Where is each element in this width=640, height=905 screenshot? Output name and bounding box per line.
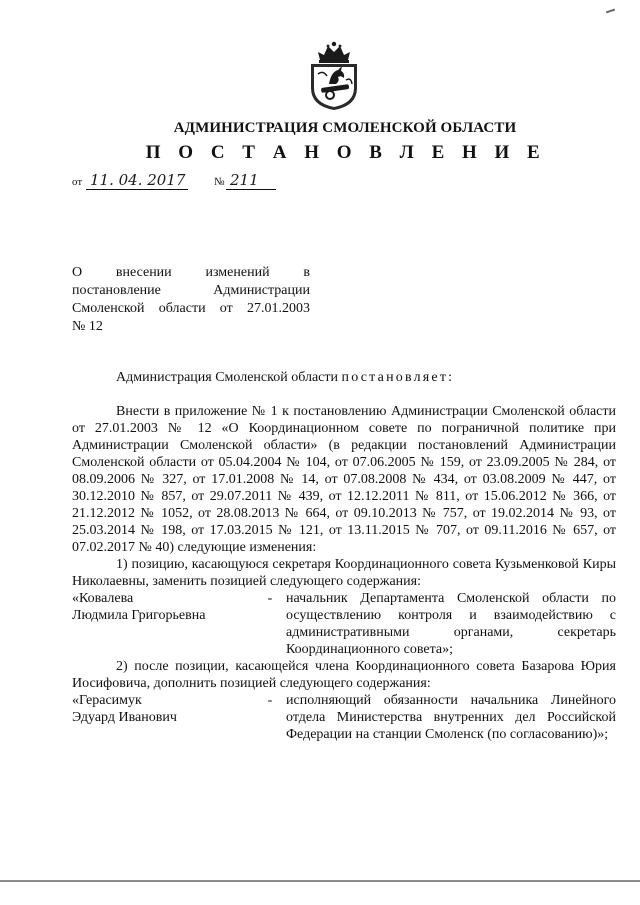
date-from-label: от xyxy=(72,176,83,188)
entry-2-given-names: Эдуард Иванович xyxy=(72,710,177,725)
entry-1-surname: «Ковалева xyxy=(72,591,134,606)
preamble-action: постановляет: xyxy=(341,370,455,385)
handwritten-date: 11. 04. 2017 xyxy=(90,171,186,189)
document-type-title: П О С Т А Н О В Л Е Н И Е xyxy=(145,142,547,163)
scan-mark xyxy=(606,9,615,14)
item-2-text: 2) после позиции, касающейся члена Координационного совета Базарова Юрия Иосифовича, дополнить позицией следующего содержания: xyxy=(72,659,616,691)
entry-1-description: начальник Департамента Смоленской области по осуществлению контроля и взаимодействию с административными органами, секретарь Координационного совета»; xyxy=(286,591,616,657)
entry-2-surname: «Герасимук xyxy=(72,693,142,708)
document-subject xyxy=(72,264,310,336)
entry-1-dash: - xyxy=(267,591,273,606)
organization-title: АДМИНИСТРАЦИЯ СМОЛЕНСКОЙ ОБЛАСТИ xyxy=(173,120,517,136)
entry-2-name xyxy=(72,692,262,726)
subject-line: Смоленской области от 27.01.2003 xyxy=(72,301,310,316)
entry-1-name xyxy=(72,590,262,624)
entry-1-given-names: Людмила Григорьевна xyxy=(72,608,206,623)
entry-2-dash: - xyxy=(267,693,273,708)
preamble xyxy=(72,369,616,386)
subject-line: О внесении изменений в xyxy=(72,265,310,280)
subject-line: постановление Администрации xyxy=(72,283,310,298)
handwritten-number: 211 xyxy=(230,171,259,189)
item-1-text: 1) позицию, касающуюся секретаря Координационного совета Кузьменковой Киры Николаевны, заменить позицией следующего содержания: xyxy=(72,557,616,589)
main-paragraph: Внести в приложение № 1 к постановлению Администрации Смоленской области от 27.01.2003 № 12 «О Координационном совете по пограничной политике при Администрации Смоленской области» (в редакции постановлений Администрации Смоленской области от 05.04.2004 № 104, от 07.06.2005 № 159, от 23.09.2005 № 284, от 08.09.2006 № 327, от 17.01.2008 № 14, от 07.08.2008 № 434, от 03.08.2009 № 447, от 30.12.2010 № 857, от 29.07.2011 № 439, от 12.12.2011 № 811, от 15.06.2012 № 366, от 21.12.2012 № 1052, от 28.08.2013 № 664, от 09.10.2013 № 757, от 19.02.2014 № 93, от 25.03.2014 № 198, от 17.03.2015 № 121, от 13.11.2015 № 707, от 09.11.2016 № 657, от 07.02.2017 № 40) следующие изменения: xyxy=(72,404,616,555)
date-underline xyxy=(86,189,188,190)
number-label: № xyxy=(214,176,225,188)
entry-2-description: исполняющий обязанности начальника Линейного отдела Министерства внутренних дел Российской Федерации на станции Смоленск (по согласованию)»; xyxy=(286,693,616,742)
subject-line: № 12 xyxy=(72,319,103,334)
date-number-line xyxy=(72,170,292,190)
number-underline xyxy=(226,189,276,190)
preamble-start: Администрация Смоленской области xyxy=(116,370,339,385)
coat-of-arms-emblem xyxy=(301,40,367,112)
scan-bottom-edge xyxy=(0,880,640,882)
